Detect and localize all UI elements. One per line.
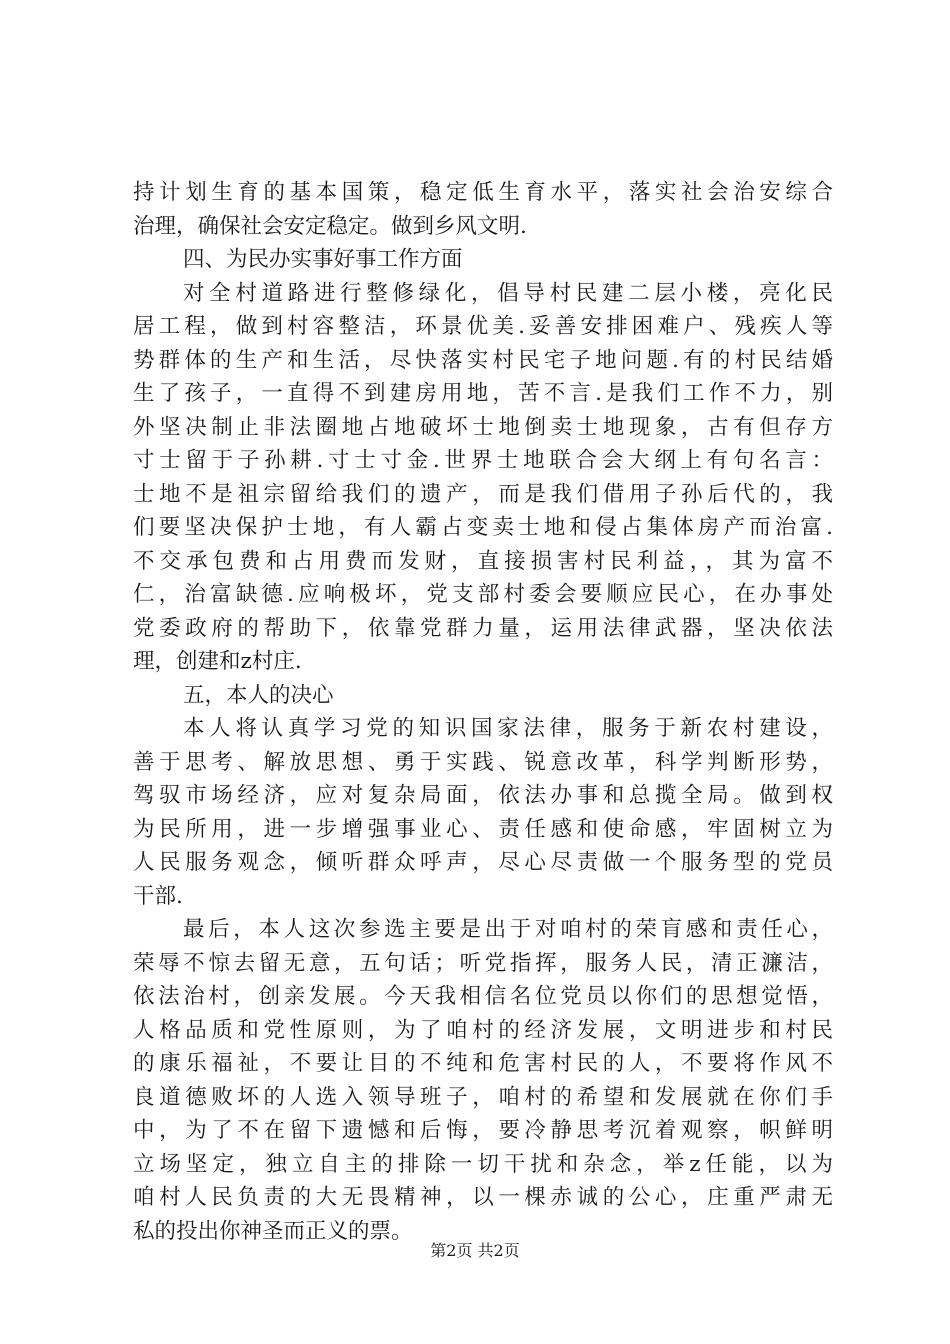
section-heading: 四、为民办实事好事工作方面 <box>183 247 463 272</box>
text-line: 干部. <box>133 883 183 909</box>
text-line: 持计划生育的基本国策，稳定低生育水平，落实社会治安综合 <box>133 180 833 205</box>
text-line: 人格品质和党性原则，为了咱村的经济发展，文明进步和村民 <box>133 1017 833 1043</box>
document-body <box>133 176 833 1248</box>
text-line: 不交承包费和占用费而发财，直接损害村民利益，，其为富不 <box>133 548 833 574</box>
text-line: 中，为了不在留下遗憾和后悔，要冷静思考沉着观察，帜鲜明 <box>133 1118 833 1143</box>
text-line: 外坚决制止非法圈地占地破坏士地倒卖士地现象，古有但存方 <box>133 414 833 440</box>
text-line: 势群体的生产和生活，尽快落实村民宅子地问题.有的村民结婚 <box>133 347 833 373</box>
text-line: 最后，本人这次参选主要是出于对咱村的荣肓感和责任心， <box>183 917 833 942</box>
text-line: 理，创建和z村庄. <box>133 649 302 674</box>
text-line: 居工程，做到村容整洁，环景优美.妥善安排困难户、残疾人等 <box>133 314 833 339</box>
text-line: 驾驭市场经济，应对复杂局面，依法办事和总揽全局。做到权 <box>133 783 833 808</box>
text-line: 人民服务观念，倾听群众呼声，尽心尽责做一个服务型的党员 <box>133 850 833 875</box>
text-line: 本人将认真学习党的知识国家法律，服务于新农村建设， <box>183 716 833 741</box>
text-line: 咱村人民负责的大无畏精神，以一棵赤诚的公心，庄重严肃无 <box>133 1185 833 1210</box>
text-line: 荣辱不惊去留无意，五句话；听党指挥，服务人民，清正濂洁， <box>133 950 833 976</box>
text-line: 仁，治富缺德.应响极坏，党支部村委会要顺应民心，在办事处 <box>133 582 833 607</box>
text-line: 们要坚决保护士地，有人霸占变卖士地和侵占集体房产而治富. <box>133 515 833 540</box>
text-line: 良道德败坏的人选入领导班子，咱村的希望和发展就在你们手 <box>133 1084 833 1110</box>
text-line: 的康乐福祉，不要让目的不纯和危害村民的人，不要将作风不 <box>133 1051 833 1076</box>
text-line: 生了孩子，一直得不到建房用地，苦不言.是我们工作不力，别 <box>133 381 833 406</box>
text-line: 寸士留于子孙耕.寸士寸金.世界士地联合会大纲上有句名言： <box>133 448 833 473</box>
text-line: 对全村道路进行整修绿化，倡导村民建二层小楼，亮化民 <box>183 280 833 306</box>
text-line: 私的投出你神圣而正义的票。 <box>133 1218 413 1244</box>
text-line: 立场坚定，独立自主的排除一切干扰和杂念，举z任能，以为 <box>133 1151 833 1177</box>
text-line: 为民所用，进一步增强事业心、责任感和使命感，牢固树立为 <box>133 816 833 842</box>
text-line: 治理，确保社会安定稳定。做到乡风文明. <box>133 213 527 239</box>
section-heading: 五，本人的决心 <box>183 682 334 708</box>
text-line: 士地不是祖宗留给我们的遗产，而是我们借用子孙后代的，我 <box>133 481 833 507</box>
page-number-footer: 第2页 共2页 <box>430 1241 520 1260</box>
text-line: 依法治村，创亲发展。今天我相信名位党员以你们的思想觉悟， <box>133 984 833 1009</box>
text-line: 党委政府的帮助下，依靠党群力量，运用法律武器，坚决依法 <box>133 615 833 641</box>
text-line: 善于思考、解放思想、勇于实践、锐意改革，科学判断形势， <box>133 749 833 775</box>
